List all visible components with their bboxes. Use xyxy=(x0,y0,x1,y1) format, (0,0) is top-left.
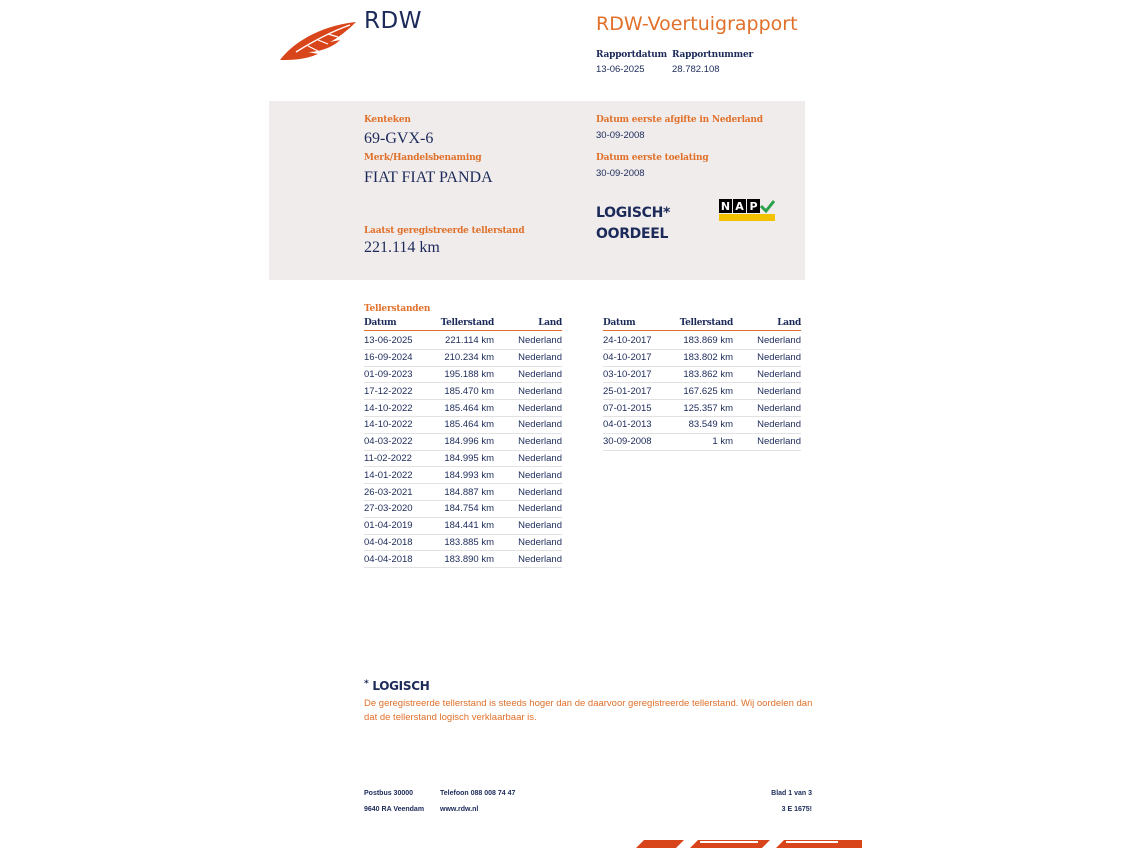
table-row xyxy=(364,501,562,518)
nap-badge xyxy=(719,199,775,221)
checkmark-icon xyxy=(761,201,774,211)
cell-land: Nederland xyxy=(518,469,562,481)
kenteken-value: 69-GVX-6 xyxy=(364,130,434,147)
first-registration-nl-label: Datum eerste afgifte in Nederland xyxy=(596,115,763,125)
footnote-text: De geregistreerde tellerstand is steeds hoger dan de daarvoor geregistreerde tellerstand. Wij oordelen dan dat de tellerstand logisch verklaarbaar is. xyxy=(364,698,813,723)
vehicle-info-panel xyxy=(269,101,805,280)
cell-datum: 14-10-2022 xyxy=(364,419,413,431)
cell-datum: 04-10-2017 xyxy=(603,352,652,364)
cell-tellerstand: 184.441 km xyxy=(444,520,494,532)
cell-datum: 11-02-2022 xyxy=(364,452,412,464)
first-registration-nl-value: 30-09-2008 xyxy=(596,130,645,141)
odometer-table-left xyxy=(364,318,562,568)
table-row xyxy=(364,383,562,400)
cell-land: Nederland xyxy=(518,452,562,464)
cell-land: Nederland xyxy=(518,520,562,532)
cell-land: Nederland xyxy=(518,352,562,364)
cell-datum: 16-09-2024 xyxy=(364,352,413,364)
cell-tellerstand: 183.802 km xyxy=(683,352,733,364)
nap-letter-p: P xyxy=(749,200,758,213)
cell-tellerstand: 185.464 km xyxy=(444,419,494,431)
table-row xyxy=(364,518,562,535)
cell-tellerstand: 210.234 km xyxy=(444,352,494,364)
table-row xyxy=(364,350,562,367)
footer-postbus: Postbus 30000 xyxy=(364,790,414,797)
cell-land: Nederland xyxy=(757,419,801,431)
merk-label: Merk/Handelsbenaming xyxy=(364,153,482,163)
cell-tellerstand: 167.625 km xyxy=(683,385,733,397)
cell-land: Nederland xyxy=(518,436,562,448)
first-admission-label: Datum eerste toelating xyxy=(596,153,709,163)
table-row xyxy=(364,400,562,417)
cell-datum: 26-03-2021 xyxy=(364,486,413,498)
column-header-land: Land xyxy=(538,318,562,328)
table-row xyxy=(364,417,562,434)
cell-datum: 30-09-2008 xyxy=(603,436,652,448)
panel-notch xyxy=(269,266,329,282)
cell-tellerstand: 184.996 km xyxy=(444,436,494,448)
bottom-decoration xyxy=(630,838,862,848)
cell-land: Nederland xyxy=(757,352,801,364)
kenteken-label: Kenteken xyxy=(364,115,411,125)
column-header-tellerstand: Tellerstand xyxy=(440,318,494,328)
cell-datum: 14-01-2022 xyxy=(364,469,413,481)
cell-tellerstand: 184.995 km xyxy=(444,452,494,464)
cell-tellerstand: 1 km xyxy=(712,436,733,448)
cell-datum: 04-03-2022 xyxy=(364,436,413,448)
cell-land: Nederland xyxy=(518,553,562,565)
cell-land: Nederland xyxy=(518,402,562,414)
table-row xyxy=(603,350,801,367)
cell-tellerstand: 195.188 km xyxy=(444,368,494,380)
verdict-line-2: OORDEEL xyxy=(596,226,669,242)
cell-datum: 03-10-2017 xyxy=(603,368,652,380)
table-row xyxy=(364,333,562,350)
footer-phone: Telefoon 088 008 74 47 xyxy=(440,790,516,797)
cell-tellerstand: 183.885 km xyxy=(444,536,494,548)
cell-land: Nederland xyxy=(518,486,562,498)
last-odometer-label: Laatst geregistreerde tellerstand xyxy=(364,226,525,236)
footer-city: 9640 RA Veendam xyxy=(364,806,425,813)
table-body xyxy=(603,331,801,451)
report-number-label: Rapportnummer xyxy=(672,50,754,60)
brand-name: RDW xyxy=(364,8,422,34)
table-row xyxy=(364,467,562,484)
first-admission-value: 30-09-2008 xyxy=(596,168,645,179)
last-odometer-value: 221.114 km xyxy=(364,239,440,256)
cell-tellerstand: 184.993 km xyxy=(444,469,494,481)
footer-page-number: Blad 1 van 3 xyxy=(771,790,812,797)
cell-land: Nederland xyxy=(518,503,562,515)
table-row xyxy=(603,367,801,384)
nap-letter-a: A xyxy=(735,200,744,213)
cell-land: Nederland xyxy=(518,419,562,431)
merk-value: FIAT FIAT PANDA xyxy=(364,169,493,186)
footer-website: www.rdw.nl xyxy=(440,806,479,813)
table-row xyxy=(603,333,801,350)
table-header xyxy=(603,318,801,331)
cell-land: Nederland xyxy=(518,536,562,548)
cell-tellerstand: 221.114 km xyxy=(445,335,494,347)
cell-tellerstand: 125.357 km xyxy=(683,402,733,414)
cell-land: Nederland xyxy=(757,368,801,380)
cell-tellerstand: 184.887 km xyxy=(444,486,494,498)
verdict-line-1: LOGISCH* xyxy=(596,205,671,221)
cell-tellerstand: 83.549 km xyxy=(688,419,733,431)
table-row xyxy=(603,417,801,434)
cell-datum: 01-04-2019 xyxy=(364,520,413,532)
column-header-tellerstand: Tellerstand xyxy=(679,318,733,328)
table-row xyxy=(364,367,562,384)
nap-letter-n: N xyxy=(720,200,731,213)
table-row xyxy=(603,400,801,417)
cell-datum: 14-10-2022 xyxy=(364,402,413,414)
cell-datum: 01-09-2023 xyxy=(364,368,413,380)
report-number: 28.782.108 xyxy=(672,64,720,75)
verdict xyxy=(596,203,670,245)
cell-land: Nederland xyxy=(757,335,801,347)
cell-land: Nederland xyxy=(518,385,562,397)
cell-tellerstand: 185.470 km xyxy=(444,385,494,397)
report-date: 13-06-2025 xyxy=(596,64,645,75)
cell-land: Nederland xyxy=(757,385,801,397)
table-row xyxy=(364,535,562,552)
cell-tellerstand: 183.869 km xyxy=(683,335,733,347)
cell-datum: 04-04-2018 xyxy=(364,553,413,565)
cell-datum: 04-04-2018 xyxy=(364,536,413,548)
column-header-datum: Datum xyxy=(603,318,636,328)
report-date-label: Rapportdatum xyxy=(596,50,667,60)
cell-datum: 25-01-2017 xyxy=(603,385,652,397)
cell-datum: 04-01-2013 xyxy=(603,419,652,431)
footer-code: 3 E 1675! xyxy=(781,806,812,813)
cell-land: Nederland xyxy=(757,436,801,448)
cell-datum: 17-12-2022 xyxy=(364,385,413,397)
cell-land: Nederland xyxy=(518,335,562,347)
footnote-title-text: LOGISCH xyxy=(372,679,430,693)
table-row xyxy=(364,451,562,468)
odometer-table-right xyxy=(603,318,801,451)
cell-tellerstand: 183.862 km xyxy=(683,368,733,380)
table-header xyxy=(364,318,562,331)
footnote-title xyxy=(364,679,429,693)
report-title: RDW-Voertuigrapport xyxy=(596,13,798,35)
cell-datum: 07-01-2015 xyxy=(603,402,652,414)
cell-datum: 24-10-2017 xyxy=(603,335,652,347)
cell-tellerstand: 184.754 km xyxy=(444,503,494,515)
table-row xyxy=(364,434,562,451)
cell-datum: 13-06-2025 xyxy=(364,335,413,347)
table-row xyxy=(364,551,562,568)
rdw-logo xyxy=(278,18,358,62)
table-body xyxy=(364,331,562,568)
cell-tellerstand: 185.464 km xyxy=(444,402,494,414)
table-row xyxy=(364,484,562,501)
odometer-section-title: Tellerstanden xyxy=(364,304,431,314)
cell-land: Nederland xyxy=(757,402,801,414)
footnote-star: * xyxy=(364,679,369,689)
cell-land: Nederland xyxy=(518,368,562,380)
table-row xyxy=(603,434,801,451)
column-header-land: Land xyxy=(777,318,801,328)
column-header-datum: Datum xyxy=(364,318,397,328)
table-row xyxy=(603,383,801,400)
cell-tellerstand: 183.890 km xyxy=(444,553,494,565)
cell-datum: 27-03-2020 xyxy=(364,503,413,515)
